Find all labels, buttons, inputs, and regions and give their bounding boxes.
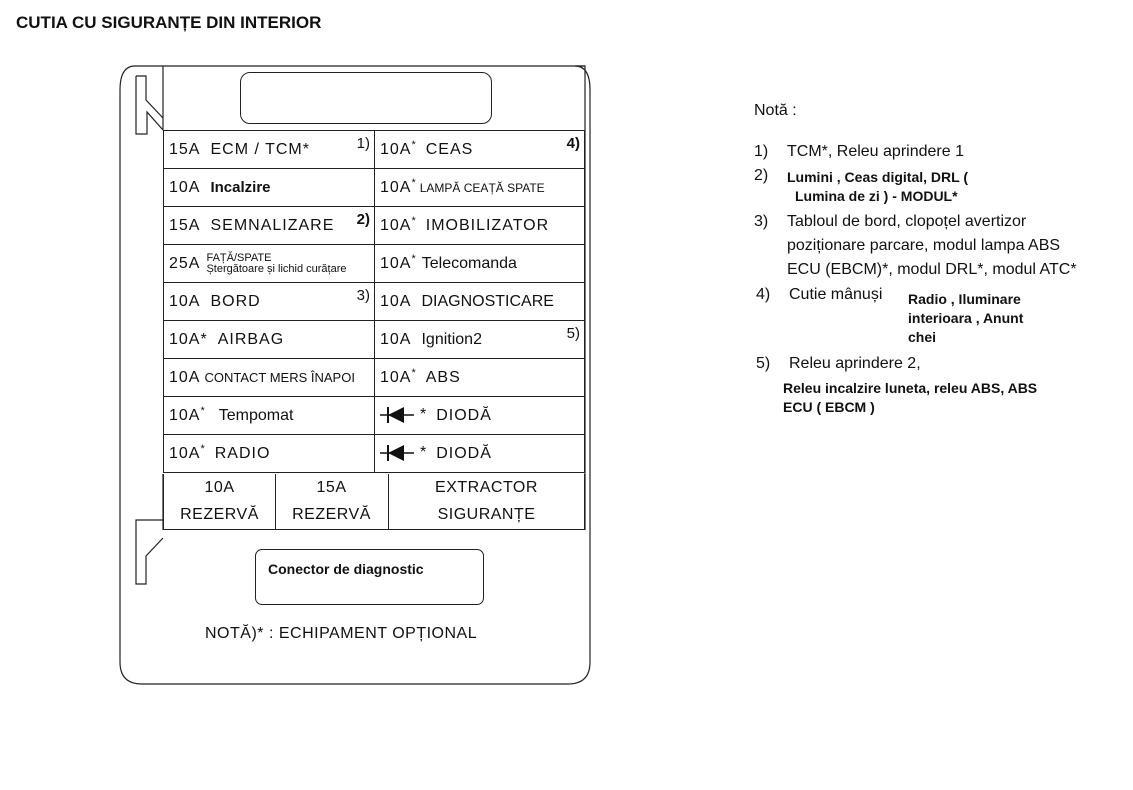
fuse-amp: 10A <box>169 368 201 386</box>
fuse-cell <box>164 397 375 435</box>
note-ref: 2) <box>356 211 370 228</box>
note-ref: 3) <box>356 287 370 304</box>
diode-icon <box>380 406 414 424</box>
top-slot <box>240 72 492 124</box>
note-text: interioara , Anunt <box>908 310 1024 326</box>
fuse-amp: 10A <box>380 254 412 272</box>
fuse-label: DIAGNOSTICARE <box>421 292 554 310</box>
fuse-row <box>164 245 585 283</box>
note-ref: 5) <box>566 325 580 342</box>
fuse-amp: 10A <box>380 216 412 234</box>
note-text: Radio , Iluminare <box>908 291 1021 307</box>
fuse-amp: 10A <box>380 330 412 348</box>
fuse-cell <box>375 321 585 359</box>
fuse-row <box>164 321 585 359</box>
fuse-cell <box>375 169 585 207</box>
fuse-cell <box>164 245 375 283</box>
fuse-row <box>164 207 585 245</box>
note-ref: 4) <box>566 135 580 152</box>
note-ref: 1) <box>356 135 370 152</box>
note-text: Lumini , Ceas digital, DRL ( <box>787 169 968 185</box>
fuse-cell <box>375 397 585 435</box>
note-text: ECU (EBCM)*, modul DRL*, modul ATC* <box>787 261 1077 278</box>
spare-amp: 10A <box>204 479 235 496</box>
fuse-cell <box>164 435 375 473</box>
fuse-label: ECM / TCM* <box>210 140 310 158</box>
spare-fuse-15a <box>275 474 389 530</box>
note-text: Cutie mânuși <box>789 286 883 303</box>
fuse-label: ABS <box>425 368 461 386</box>
fuse-amp: 10A <box>169 178 201 196</box>
page-title: CUTIA CU SIGURANȚE DIN INTERIOR <box>16 13 322 32</box>
fuse-amp: 15A <box>169 140 201 158</box>
fuse-label: CEAS <box>425 140 474 158</box>
fuse-extractor <box>388 474 585 530</box>
extractor-label-line: EXTRACTOR <box>435 479 538 496</box>
fuse-row <box>164 359 585 397</box>
optional-star: * <box>411 138 416 151</box>
spare-fuse-10a <box>163 474 276 530</box>
optional-star: * <box>420 406 427 424</box>
fuse-cell <box>164 169 375 207</box>
optional-star: * <box>411 252 416 265</box>
fuse-row <box>164 283 585 321</box>
note-number: 5) <box>756 355 771 372</box>
fuse-table <box>163 130 585 473</box>
fuse-amp: 10A* <box>169 330 208 348</box>
spare-amp: 15A <box>316 479 347 496</box>
fuse-label: RADIO <box>214 444 271 462</box>
fuse-label: Ignition2 <box>421 330 482 348</box>
optional-equipment-footnote: NOTĂ)* : ECHIPAMENT OPȚIONAL <box>205 625 478 642</box>
note-text: Releu aprindere 2, <box>789 355 921 372</box>
fuse-amp: 15A <box>169 216 201 234</box>
spare-label: REZERVĂ <box>180 506 259 523</box>
fuse-label: AIRBAG <box>217 330 285 348</box>
fuse-label-line: FAȚĂ/SPATE <box>206 251 272 264</box>
optional-star: * <box>411 366 416 379</box>
note-number: 4) <box>756 286 771 303</box>
fuse-label: SEMNALIZARE <box>210 216 335 234</box>
optional-star: * <box>200 404 205 417</box>
fuse-cell <box>164 283 375 321</box>
fuse-cell <box>375 245 585 283</box>
fuse-amp: 10A <box>169 406 201 424</box>
fuse-label: LAMPĂ CEAȚĂ SPATE <box>419 180 545 195</box>
fuse-amp: 10A <box>380 178 412 196</box>
fuse-label: Tempomat <box>218 406 294 424</box>
fuse-label-line: Ștergătoare și lichid curățare <box>206 262 347 275</box>
fuse-cell <box>375 207 585 245</box>
diagnostic-connector: Conector de diagnostic <box>255 549 484 605</box>
fuse-row <box>164 131 585 169</box>
fuse-cell <box>164 321 375 359</box>
fuse-label: Telecomanda <box>421 254 517 272</box>
fuse-row <box>164 435 585 473</box>
optional-star: * <box>411 176 416 189</box>
fuse-amp: 10A <box>169 444 201 462</box>
fuse-label: CONTACT MERS ÎNAPOI <box>204 369 355 385</box>
fuse-amp: 10A <box>169 292 201 310</box>
note-number: 3) <box>754 213 769 230</box>
notes-title: Notă : <box>754 102 797 119</box>
note-text: ECU ( EBCM ) <box>783 399 875 415</box>
fuse-label: Incalzire <box>210 178 271 196</box>
fuse-cell <box>164 131 375 169</box>
note-text: poziționare parcare, modul lampa ABS <box>787 237 1061 254</box>
spare-label: REZERVĂ <box>292 506 371 523</box>
note-number: 1) <box>754 143 769 160</box>
fuse-label <box>206 253 346 275</box>
note-text: Lumina de zi ) - MODUL* <box>795 188 958 204</box>
fuse-cell <box>164 359 375 397</box>
fuse-amp: 10A <box>380 140 412 158</box>
fuse-label: DIODĂ <box>436 444 492 462</box>
note-number: 2) <box>754 167 769 184</box>
fuse-label: BORD <box>210 292 261 310</box>
fuse-cell <box>164 207 375 245</box>
fuse-label: IMOBILIZATOR <box>425 216 550 234</box>
fuse-amp: 25A <box>169 254 201 272</box>
fuse-cell <box>375 435 585 473</box>
fuse-label: DIODĂ <box>436 406 492 424</box>
fuse-row <box>164 169 585 207</box>
optional-star: * <box>420 444 427 462</box>
spare-row <box>163 474 585 530</box>
diode-icon <box>380 444 414 462</box>
fuse-cell <box>375 283 585 321</box>
note-text: Releu incalzire luneta, releu ABS, ABS <box>783 380 1038 396</box>
fuse-cell <box>375 131 585 169</box>
note-text: TCM*, Releu aprindere 1 <box>787 143 964 160</box>
fuse-amp: 10A <box>380 368 412 386</box>
fuse-amp: 10A <box>380 292 412 310</box>
note-text: chei <box>908 329 937 345</box>
fuse-cell <box>375 359 585 397</box>
fuse-row <box>164 397 585 435</box>
extractor-label-line: SIGURANȚE <box>437 506 536 523</box>
note-text: Tabloul de bord, clopoțel avertizor <box>787 213 1027 230</box>
optional-star: * <box>200 442 205 455</box>
optional-star: * <box>411 214 416 227</box>
